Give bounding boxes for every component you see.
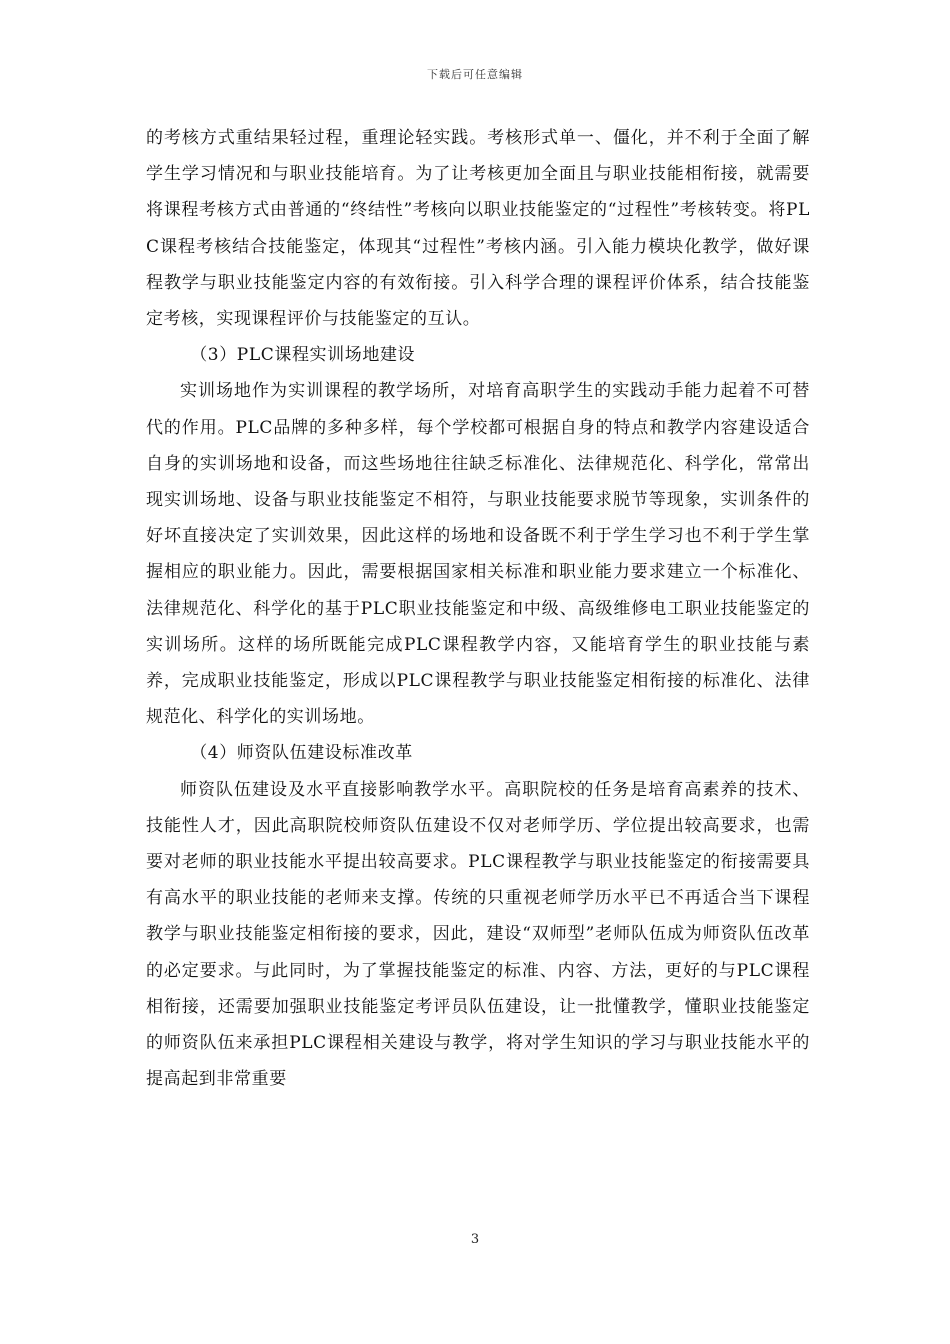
page-header: 下载后可任意编辑 xyxy=(427,68,523,81)
section-heading-3: （3）PLC课程实训场地建设 xyxy=(190,345,416,366)
body-paragraph-2: 实训场地作为实训课程的教学场所，对培育高职学生的实践动手能力起着不可替代的作用。PLC品牌的多种多样，每个学校都可根据自身的特点和教学内容建设适合自身的实训场地和设备，而这些场地往往缺乏标准化、法律规范化、科学化，常常出现实训场地、设备与职业技能鉴定不相符，与职业技能要求脱节等现象，实训条件的好坏直接决定了实训效果，因此这样的场地和设备既不利于学生学习也不利于学生掌握相应的职业能力。因此，需要根据国家相关标准和职业能力要求建立一个标准化、法律规范化、科学化的基于PLC职业技能鉴定和中级、高级维修电工职业技能鉴定的实训场所。这样的场所既能完成PLC课程教学内容，又能培育学生的职业技能与素养，完成职业技能鉴定，形成以PLC课程教学与职业技能鉴定相衔接的标准化、法律规范化、科学化的实训场地。 xyxy=(146,381,810,728)
body-paragraph-3: 师资队伍建设及水平直接影响教学水平。高职院校的任务是培育高素养的技术、技能性人才，因此高职院校师资队伍建设不仅对老师学历、学位提出较高要求，也需要对老师的职业技能水平提出较高要求。PLC课程教学与职业技能鉴定的衔接需要具有高水平的职业技能的老师来支撑。传统的只重视老师学历水平已不再适合当下课程教学与职业技能鉴定相衔接的要求，因此，建设“双师型”老师队伍成为师资队伍改革的必定要求。与此同时，为了掌握技能鉴定的标准、内容、方法，更好的与PLC课程相衔接，还需要加强职业技能鉴定考评员队伍建设，让一批懂教学，懂职业技能鉴定的师资队伍来承担PLC课程相关建设与教学，将对学生知识的学习与职业技能水平的提高起到非常重要 xyxy=(146,779,810,1090)
document-body xyxy=(146,120,810,1097)
body-paragraph-1: 的考核方式重结果轻过程，重理论轻实践。考核形式单一、僵化，并不利于全面了解学生学习情况和与职业技能培育。为了让考核更加全面且与职业技能相衔接，就需要将课程考核方式由普通的“终结性”考核向以职业技能鉴定的“过程性”考核转变。将PLC课程考核结合技能鉴定，体现其“过程性”考核内涵。引入能力模块化教学，做好课程教学与职业技能鉴定内容的有效衔接。引入科学合理的课程评价体系，结合技能鉴定考核，实现课程评价与技能鉴定的互认。 xyxy=(146,128,810,330)
section-heading-4: （4）师资队伍建设标准改革 xyxy=(190,743,413,764)
page-number: 3 xyxy=(470,1232,480,1247)
